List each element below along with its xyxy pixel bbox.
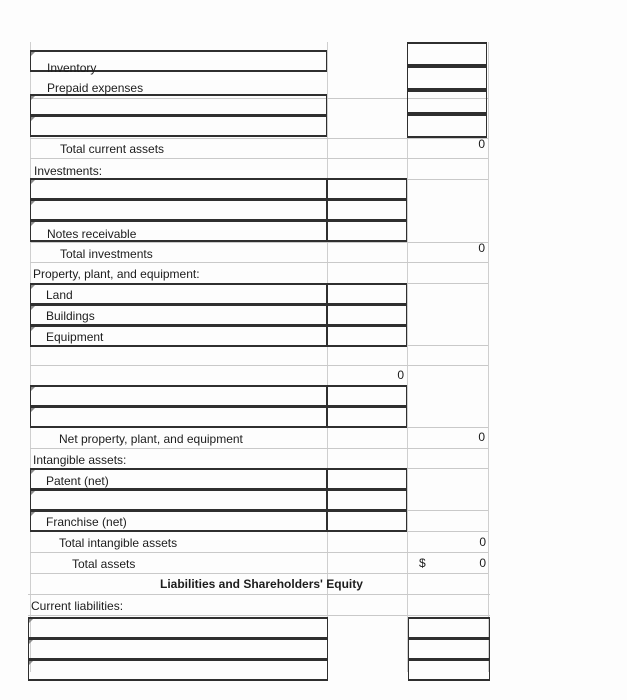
dropdown-indicator-icon (31, 285, 35, 289)
total-assets-value: 0 (479, 556, 486, 570)
equipment-label: Equipment (46, 330, 104, 344)
account-name-cell[interactable] (30, 115, 327, 137)
account-name-cell[interactable] (30, 406, 327, 428)
dropdown-indicator-icon (31, 306, 35, 310)
total-input[interactable] (408, 659, 490, 681)
account-name-cell[interactable] (30, 94, 327, 116)
total-intangible-label: Total intangible assets (59, 536, 178, 550)
ppe-subtotal-value: 0 (397, 368, 404, 382)
amount-input[interactable] (327, 178, 407, 200)
row-divider (30, 158, 488, 159)
account-name-cell[interactable] (28, 617, 328, 639)
account-name-cell[interactable] (28, 638, 328, 660)
total-current-assets-label: Total current assets (60, 142, 165, 156)
total-investments-label: Total investments (60, 247, 153, 261)
total-input[interactable] (407, 42, 487, 66)
row-divider (28, 594, 490, 595)
amount-input[interactable] (327, 510, 407, 532)
total-intangible-value: 0 (479, 535, 486, 549)
net-ppe-value: 0 (478, 430, 485, 444)
row-divider (30, 262, 488, 263)
buildings-label: Buildings (46, 309, 95, 323)
total-investments-value: 0 (478, 241, 485, 255)
dropdown-indicator-icon (29, 619, 33, 623)
dropdown-indicator-icon (31, 222, 35, 226)
dropdown-indicator-icon (29, 661, 33, 665)
amount-input[interactable] (327, 489, 407, 511)
dropdown-indicator-icon (31, 201, 35, 205)
total-input[interactable] (408, 617, 490, 639)
land-label: Land (46, 288, 73, 302)
amount-input[interactable] (327, 304, 407, 326)
row-divider (30, 552, 488, 553)
account-name-cell[interactable] (28, 659, 328, 681)
total-input[interactable] (408, 638, 490, 660)
amount-input[interactable] (327, 283, 407, 305)
investments-header: Investments: (34, 164, 103, 178)
total-input[interactable] (407, 90, 487, 114)
net-ppe-label: Net property, plant, and equipment (59, 432, 243, 446)
row-divider (30, 448, 488, 449)
dropdown-indicator-icon (31, 327, 35, 331)
intangible-assets-header: Intangible assets: (33, 453, 127, 467)
total-input[interactable] (407, 114, 487, 138)
liabilities-section-title: Liabilities and Shareholders' Equity (160, 577, 363, 591)
row-divider (30, 365, 488, 366)
notes-receivable-label: Notes receivable (47, 227, 137, 241)
account-name-cell[interactable] (30, 283, 327, 305)
dropdown-indicator-icon (31, 470, 35, 474)
dropdown-indicator-icon (31, 117, 35, 121)
ppe-header: Property, plant, and equipment: (33, 267, 200, 281)
column-divider (488, 42, 489, 672)
account-name-cell[interactable] (30, 385, 327, 407)
dropdown-indicator-icon (31, 96, 35, 100)
dropdown-indicator-icon (31, 491, 35, 495)
amount-input[interactable] (327, 325, 407, 347)
account-name-cell[interactable] (30, 178, 327, 200)
row-divider (30, 242, 488, 243)
account-name-cell[interactable] (30, 199, 327, 221)
row-divider (28, 615, 490, 616)
inventory-label: Inventory (47, 61, 97, 75)
amount-input[interactable] (327, 385, 407, 407)
dropdown-indicator-icon (31, 512, 35, 516)
dropdown-indicator-icon (31, 387, 35, 391)
prepaid-expenses-label: Prepaid expenses (47, 81, 144, 95)
row-divider (30, 138, 488, 139)
account-name-cell[interactable] (30, 489, 327, 511)
current-liabilities-header: Current liabilities: (31, 599, 124, 613)
amount-input[interactable] (327, 220, 407, 242)
amount-input[interactable] (327, 468, 407, 490)
total-assets-label: Total assets (72, 557, 136, 571)
dropdown-indicator-icon (31, 180, 35, 184)
row-divider (30, 573, 488, 574)
amount-input[interactable] (327, 199, 407, 221)
dropdown-indicator-icon (31, 408, 35, 412)
amount-input[interactable] (327, 406, 407, 428)
patent-label: Patent (net) (46, 474, 109, 488)
dropdown-indicator-icon (31, 52, 35, 56)
total-assets-currency: $ (419, 556, 426, 570)
total-input[interactable] (407, 66, 487, 90)
total-current-assets-value: 0 (478, 137, 485, 151)
dropdown-indicator-icon (29, 640, 33, 644)
franchise-label: Franchise (net) (46, 515, 127, 529)
